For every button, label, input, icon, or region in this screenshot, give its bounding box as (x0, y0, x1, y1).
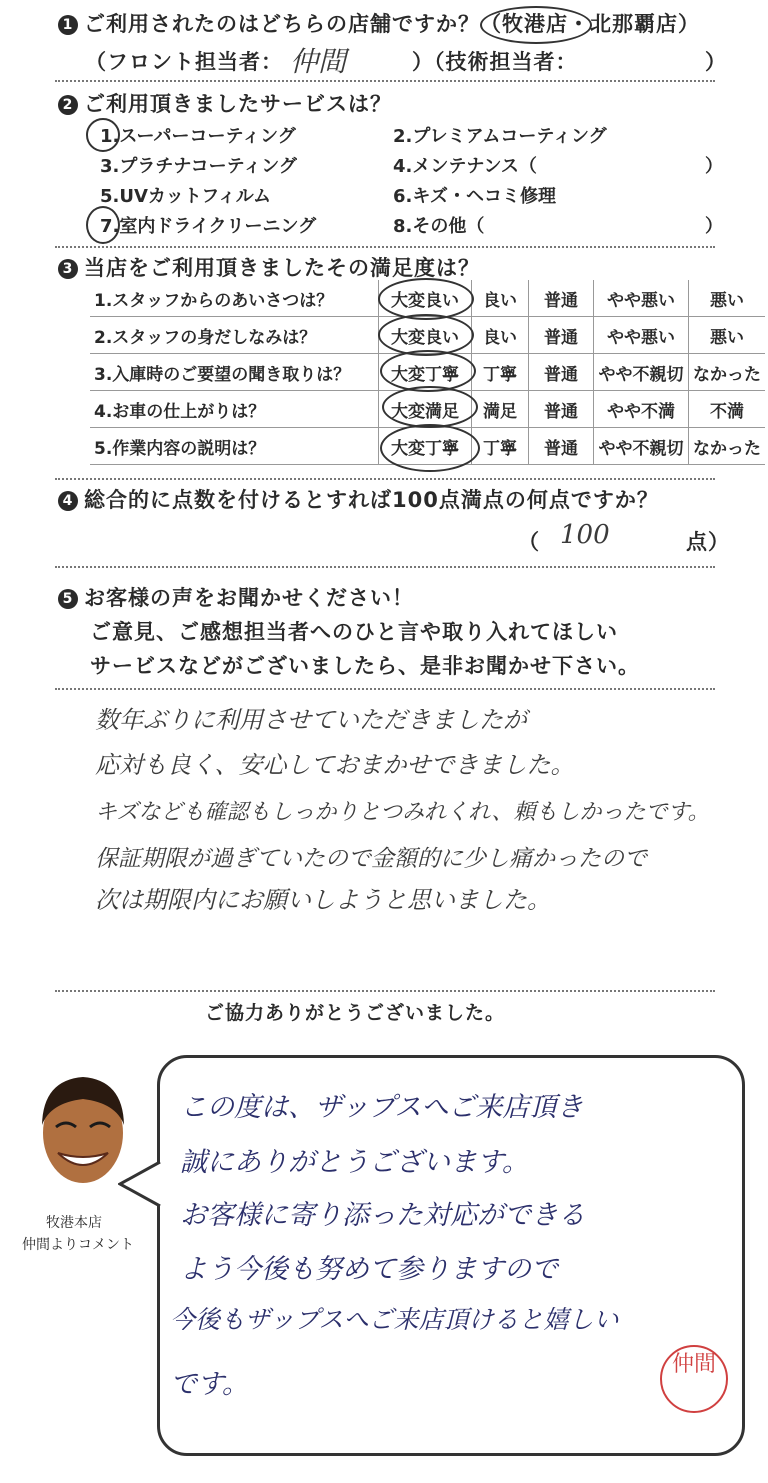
question-number-1: 1 (58, 15, 78, 35)
option-cell[interactable]: 普通 (529, 428, 594, 465)
q1-selected-circle (480, 6, 592, 44)
row-label: 5.作業内容の説明は？ (90, 428, 379, 465)
divider (55, 478, 715, 480)
option-cell[interactable]: 普通 (529, 280, 594, 317)
option-cell[interactable]: 良い (472, 317, 529, 354)
answer-line: 数年ぶりに利用させていただきましたが (95, 706, 527, 734)
q1-line (58, 8, 700, 38)
tech-staff-close: ） (705, 50, 727, 74)
divider (55, 80, 715, 82)
divider (55, 990, 715, 992)
front-staff-close: ） (412, 50, 434, 74)
q1-option-kitanaha[interactable]: 北那覇店 (590, 12, 678, 36)
q4-open-paren: （ (518, 530, 540, 554)
option-cell[interactable]: やや悪い (594, 317, 689, 354)
divider (55, 566, 715, 568)
selected-circle (382, 386, 478, 428)
option-cell[interactable]: やや悪い (594, 280, 689, 317)
answer-line: キズなども確認もしっかりとつみれくれ、頼もしかったです。 (95, 800, 710, 825)
comment-line: 今後もザップスへご来店頂けると嬉しい (170, 1305, 619, 1334)
divider (55, 688, 715, 690)
answer-line: 保証期限が過ぎていたので金額的に少し痛かったので (95, 846, 647, 872)
option-cell[interactable]: 普通 (529, 354, 594, 391)
q1-title: ご利用されたのはどちらの店舗ですか？ (84, 12, 480, 36)
option-cell[interactable]: 丁寧 (472, 354, 529, 391)
q5-title: お客様の声をお聞かせください！ (84, 586, 414, 610)
question-number-5: 5 (58, 589, 78, 609)
option-cell[interactable]: 大変良い (379, 317, 472, 354)
comment-line: よう今後も努めて参りますので (180, 1254, 558, 1285)
option-cell[interactable]: やや不親切 (594, 428, 689, 465)
option-cell[interactable]: 大変丁寧 (379, 428, 472, 465)
service-1[interactable]: 1.スーパーコーティング (100, 126, 296, 147)
option-cell[interactable]: やや不親切 (594, 354, 689, 391)
bubble-tail (118, 1160, 162, 1210)
comment-line: です。 (170, 1369, 249, 1400)
q5-title-line (58, 582, 414, 612)
option-cell[interactable]: 不満 (689, 391, 766, 428)
front-staff-label: （フロント担当者： (85, 50, 283, 74)
row-label: 3.入庫時のご要望の聞き取りは？ (90, 354, 379, 391)
row-label: 1.スタッフからのあいさつは？ (90, 280, 379, 317)
q1-close-paren: ） (678, 12, 700, 36)
question-number-3: 3 (58, 259, 78, 279)
q2-title-line (58, 88, 392, 118)
option-cell[interactable]: 悪い (689, 317, 766, 354)
q1-option-makiminato[interactable]: 牧港店 (502, 12, 568, 36)
thanks-message: ご協力ありがとうございました。 (205, 1002, 506, 1024)
selected-circle (380, 424, 480, 472)
service-3[interactable]: 3.プラチナコーティング (100, 156, 297, 177)
option-cell[interactable]: 大変満足 (379, 391, 472, 428)
tech-staff-line (412, 46, 578, 76)
q1-staff-line (85, 46, 283, 76)
option-cell[interactable]: 普通 (529, 317, 594, 354)
comment-line: 誠にありがとうございます。 (180, 1147, 529, 1178)
q5-line-3: サービスなどがございましたら、是非お聞かせ下さい。 (90, 654, 640, 678)
q4-title-line (58, 484, 659, 514)
question-number-2: 2 (58, 95, 78, 115)
front-staff-value[interactable]: 仲間 (290, 45, 347, 78)
q2-title: ご利用頂きましたサービスは？ (84, 92, 392, 116)
comment-line: お客様に寄り添った対応ができる (180, 1200, 585, 1231)
option-cell[interactable]: なかった (689, 354, 766, 391)
answer-line: 次は期限内にお願いしようと思いました。 (95, 886, 551, 914)
q3-title: 当店をご利用頂きましたその満足度は？ (84, 256, 480, 280)
avatar-caption-line-1: 牧港本店 (46, 1215, 102, 1231)
service-7[interactable]: 7.室内ドライクリーニング (100, 216, 317, 237)
service-4[interactable]: 4.メンテナンス（ (393, 156, 537, 177)
q4-unit: 点） (686, 530, 730, 554)
service-8-close: ） (705, 216, 723, 237)
option-cell[interactable]: 大変丁寧 (379, 354, 472, 391)
service-5[interactable]: 5.UVカットフィルム (100, 186, 272, 207)
question-number-4: 4 (58, 491, 78, 511)
service-1-check-circle (86, 118, 120, 152)
option-cell[interactable]: なかった (689, 428, 766, 465)
option-cell[interactable]: 普通 (529, 391, 594, 428)
option-cell[interactable]: 大変良い (379, 280, 472, 317)
name-seal-stamp: 仲間 (660, 1345, 728, 1413)
q4-title: 総合的に点数を付けるとすれば100点満点の何点ですか？ (84, 488, 659, 512)
service-7-check-circle (86, 206, 120, 244)
option-cell[interactable]: 満足 (472, 391, 529, 428)
q1-open-paren: （ (480, 12, 502, 36)
option-cell[interactable]: 悪い (689, 280, 766, 317)
q1-separator: ・ (568, 12, 590, 36)
option-cell[interactable]: 丁寧 (472, 428, 529, 465)
row-label: 4.お車の仕上がりは？ (90, 391, 379, 428)
service-8[interactable]: 8.その他（ (393, 216, 485, 237)
answer-line: 応対も良く、安心しておまかせできました。 (95, 751, 575, 779)
comment-line: この度は、ザップスへご来店頂き (180, 1092, 584, 1123)
tech-staff-label: （技術担当者： (434, 50, 578, 74)
option-cell[interactable]: 良い (472, 280, 529, 317)
divider (55, 246, 715, 248)
row-label: 2.スタッフの身だしなみは？ (90, 317, 379, 354)
avatar-caption-line-2: 仲間よりコメント (22, 1237, 134, 1253)
q5-line-2: ご意見、ご感想担当者へのひと言や取り入れてほしい (90, 620, 618, 644)
service-2[interactable]: 2.プレミアムコーティング (393, 126, 607, 147)
option-cell[interactable]: やや不満 (594, 391, 689, 428)
service-6[interactable]: 6.キズ・ヘコミ修理 (393, 186, 557, 207)
service-4-close: ） (705, 156, 723, 177)
q4-score[interactable]: 100 (560, 520, 610, 550)
